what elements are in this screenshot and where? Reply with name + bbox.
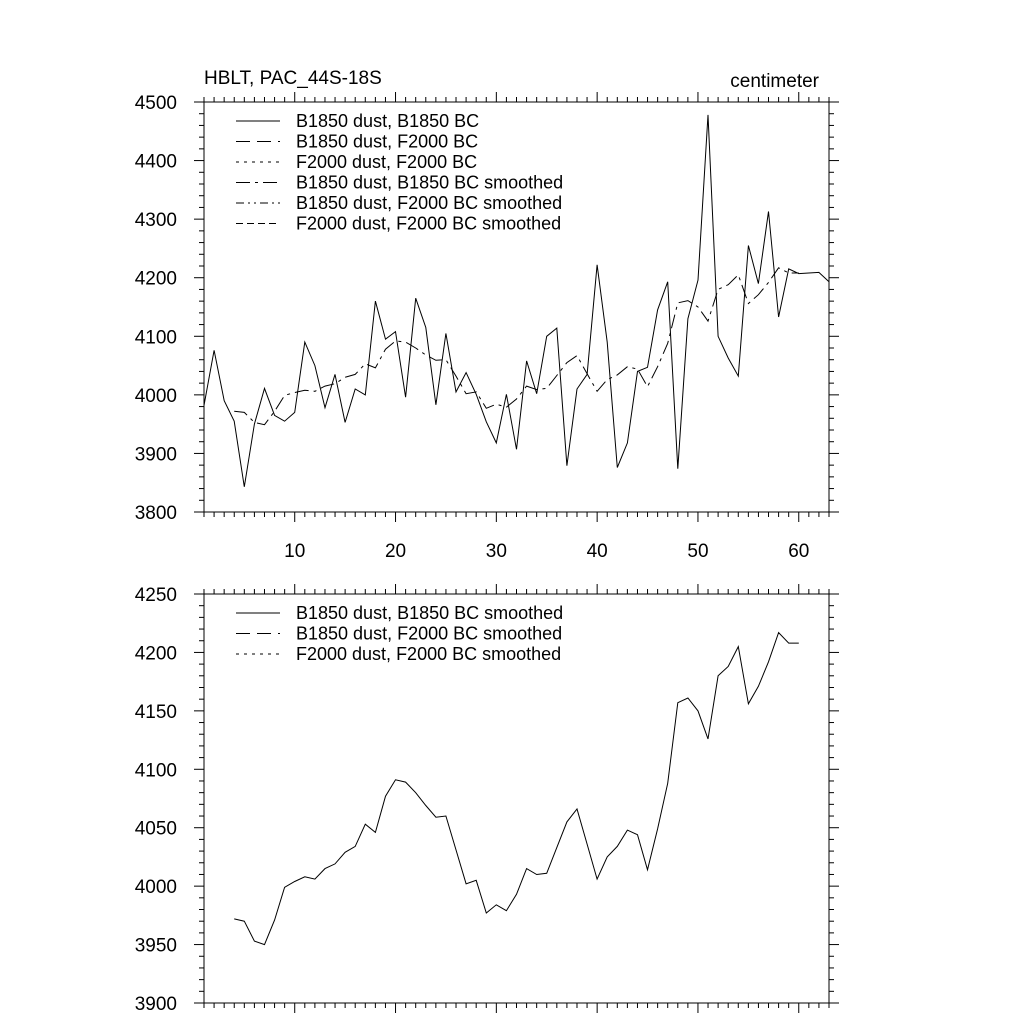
y-tick-label: 4000 <box>134 385 177 407</box>
y-tick-label: 4400 <box>134 151 177 173</box>
y-tick-label: 4000 <box>134 877 177 899</box>
x-tick-label: 60 <box>788 541 810 562</box>
series-line <box>234 268 799 425</box>
y-tick-label: 3900 <box>134 444 177 466</box>
legend-entry: B1850 dust, F2000 BC <box>296 131 479 152</box>
legend-entry: F2000 dust, F2000 BC <box>296 152 478 172</box>
x-tick-label: 30 <box>485 541 507 562</box>
x-tick-label: 20 <box>384 541 407 562</box>
y-tick-label: 3900 <box>134 994 177 1015</box>
x-tick-label: 40 <box>586 541 608 562</box>
y-tick-label: 4100 <box>134 327 177 349</box>
y-tick-label: 4500 <box>134 93 177 114</box>
y-tick-label: 4250 <box>134 585 177 606</box>
legend-entry: F2000 dust, F2000 BC smoothed <box>296 213 562 234</box>
legend-entry: B1850 dust, B1850 BC smoothed <box>296 172 564 193</box>
y-tick-label: 4100 <box>134 760 177 782</box>
legend-entry: B1850 dust, B1850 BC smoothed <box>296 603 564 623</box>
x-tick-label: 50 <box>687 541 709 562</box>
top-panel <box>135 92 839 562</box>
y-tick-label: 4200 <box>134 268 177 290</box>
chart-title: HBLT, PAC_44S-18S <box>204 68 382 89</box>
y-tick-label: 4200 <box>134 643 177 665</box>
x-tick-label: 10 <box>284 541 306 562</box>
legend-entry: B1850 dust, B1850 BC <box>296 111 480 131</box>
legend-entry: F2000 dust, F2000 BC smoothed <box>296 644 562 664</box>
legend-entry: B1850 dust, F2000 BC smoothed <box>296 193 563 213</box>
y-tick-label: 3950 <box>134 935 177 957</box>
y-tick-label: 4150 <box>134 701 177 723</box>
y-tick-label: 4050 <box>134 818 177 840</box>
y-tick-label: 4300 <box>134 210 177 232</box>
units-label: centimeter <box>730 71 819 92</box>
series-line <box>234 633 799 945</box>
bottom-panel <box>135 584 839 1015</box>
legend-entry: B1850 dust, F2000 BC smoothed <box>296 623 563 644</box>
y-tick-label: 3800 <box>134 503 177 524</box>
